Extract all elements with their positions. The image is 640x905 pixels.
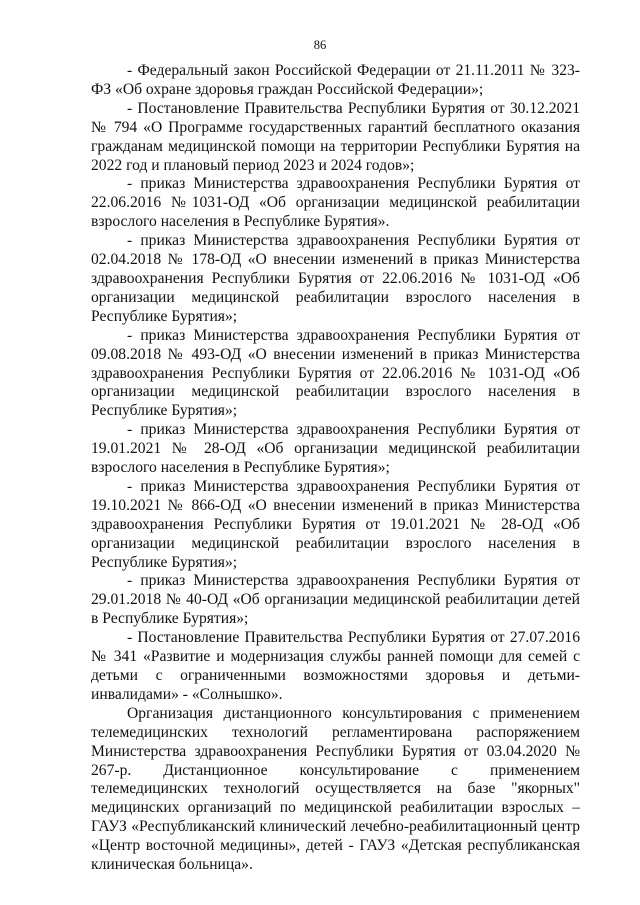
paragraph-federal-law: - Федеральный закон Российской Федерации от 21.11.2011 № 323-ФЗ «Об охране здоровья граждан Российской Федерации»; bbox=[91, 62, 580, 98]
paragraph-telemedicine: Организация дистанционного консультирования с применением телемедицинских технологий регламентирована распоряжением Министерства здравоохранения Республики Бурятия от 03.04.2020 № 267-р. Дистанционное консультирование с применением телемедицинских технологий осуществляется на базе "якорных" медицинских организаций по медицинской реабилитации взрослых – ГАУЗ «Республиканский клинический лечебно-реабилитационный центр «Центр восточной медицины», детей - ГАУЗ «Детская республиканская клиническая больница». bbox=[91, 704, 580, 874]
paragraph-order-866: - приказ Министерства здравоохранения Республики Бурятия от 19.10.2021 № 866-ОД «О внесении изменений в приказ Министерства здравоохранения Республики Бурятия от 19.01.2021 № 28-ОД «Об организации медицинской реабилитации взрослого населения в Республике Бурятия»; bbox=[91, 477, 580, 571]
page-number: 86 bbox=[313, 38, 327, 52]
paragraph-resolution-341: - Постановление Правительства Республики Бурятия от 27.07.2016 № 341 «Развитие и модернизация службы ранней помощи для семей с детьми с ограниченными возможностями здоровья и детьми-инвалидами» - «Солнышко». bbox=[91, 629, 580, 703]
paragraph-order-40: - приказ Министерства здравоохранения Республики Бурятия от 29.01.2018 № 40-ОД «Об организации медицинской реабилитации детей в Республике Бурятия»; bbox=[91, 572, 580, 628]
paragraph-resolution-794: - Постановление Правительства Республики Бурятия от 30.12.2021 № 794 «О Программе государственных гарантий бесплатного оказания гражданам медицинской помощи на территории Республики Бурятия на 2022 год и плановый период 2023 и 2024 годов»; bbox=[91, 99, 580, 174]
paragraph-order-28: - приказ Министерства здравоохранения Республики Бурятия от 19.01.2021 № 28-ОД «Об организации медицинской реабилитации взрослого населения в Республике Бурятия»; bbox=[91, 421, 580, 477]
paragraph-order-493: - приказ Министерства здравоохранения Республики Бурятия от 09.08.2018 № 493-ОД «О внесении изменений в приказ Министерства здравоохранения Республики Бурятия от 22.06.2016 № 1031-ОД «Об организации медицинской реабилитации взрослого населения в Республике Бурятия»; bbox=[91, 326, 580, 420]
document-body bbox=[91, 62, 580, 875]
paragraph-order-1031: - приказ Министерства здравоохранения Республики Бурятия от 22.06.2016 №1031-ОД «Об организации медицинской реабилитации взрослого населения в Республике Бурятия». bbox=[91, 175, 580, 231]
paragraph-order-178: - приказ Министерства здравоохранения Республики Бурятия от 02.04.2018 № 178-ОД «О внесении изменений в приказ Министерства здравоохранения Республики Бурятия от 22.06.2016 № 1031-ОД «Об организации медицинской реабилитации взрослого населения в Республике Бурятия»; bbox=[91, 232, 580, 325]
